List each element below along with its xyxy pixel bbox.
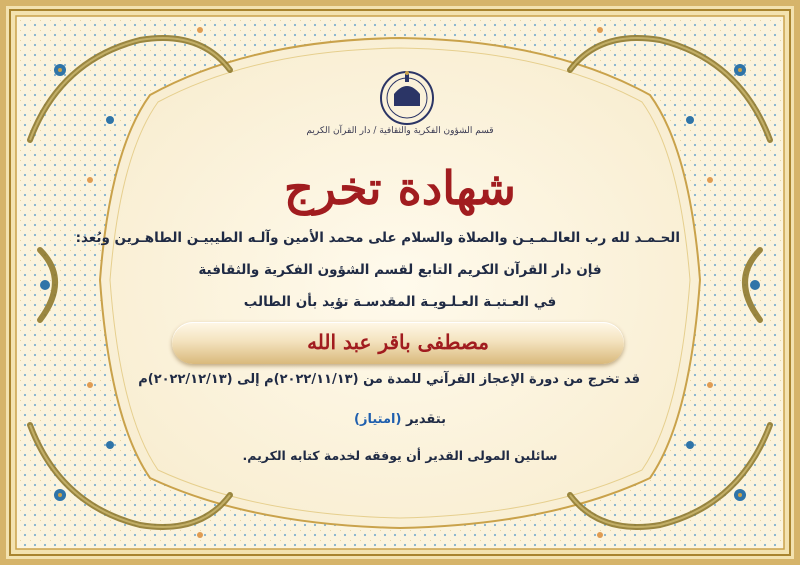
course-line: قد تخرج من دورة الإعجاز القرآني للمدة من (٢٠٢٢/١١/١٣)م إلى (٢٠٢٢/١٢/١٣)م bbox=[138, 372, 640, 387]
certificate-title: شهادة تخرج bbox=[284, 161, 516, 215]
organization-line: قسم الشؤون الفكرية والثقافية / دار القرآن الكريم bbox=[306, 126, 494, 136]
grade-prefix: بتقدير bbox=[405, 412, 446, 427]
grade-line bbox=[300, 412, 500, 427]
student-name: مصطفى باقر عبد الله bbox=[307, 330, 489, 354]
intro-line-1: فإن دار القرآن الكريم التابع لقسم الشؤون الفكرية والثقافية bbox=[198, 262, 602, 278]
shrine-seal-icon bbox=[372, 66, 442, 126]
intro-line-2: في العـتبـة العـلـويـة المقدسـة تؤيد بأن الطالب bbox=[243, 294, 557, 310]
grade-value: (امتياز) bbox=[354, 412, 402, 427]
closing-line: سائلين المولى القدير أن يوفقه لخدمة كتابه الكريم. bbox=[242, 448, 558, 463]
praise-line: الحـمـد لله رب العالـمـيـن والصلاة والسلام على محمد الأمين وآلـه الطيبيـن الطاهـرين وبُعد: bbox=[75, 230, 680, 246]
